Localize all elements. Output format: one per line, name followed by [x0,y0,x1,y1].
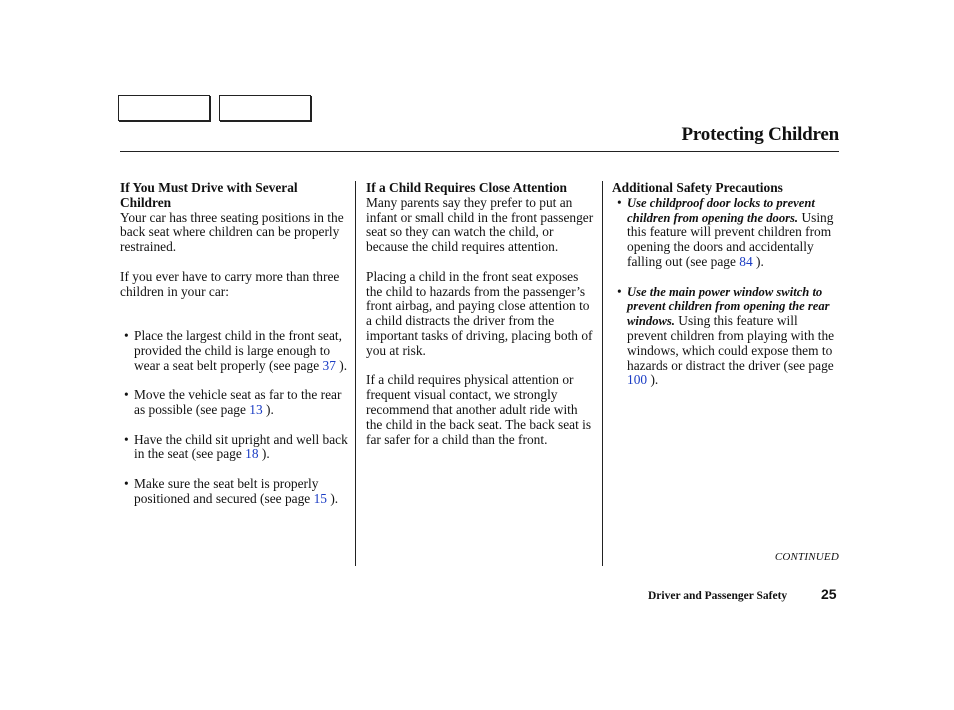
bullet-icon: • [124,475,129,491]
section-heading: If You Must Drive with Several Children [120,180,298,210]
list-item [612,196,840,270]
list-item [612,285,840,389]
column-close-attention [366,181,594,462]
list-item [120,477,348,507]
list-item [120,329,348,373]
spacer [120,314,348,329]
section-heading: If a Child Requires Close Attention [366,180,567,195]
page-link[interactable]: 100 [627,372,648,388]
list-item-text: Make sure the seat belt is properly positioned and secured (see page [134,475,319,506]
title-divider [120,151,839,152]
section-heading: Additional Safety Precautions [612,180,783,195]
list-item-text: Move the vehicle seat as far to the rear as possible (see page [134,387,342,417]
list-item-text: ). [335,357,348,373]
nav-button-previous[interactable] [118,95,210,121]
footer-section-title: Driver and Passenger Safety [648,590,788,602]
page-number: 25 [821,586,837,602]
bullet-icon: • [617,194,622,210]
column-several-children [120,181,348,521]
bullet-icon: • [617,283,622,299]
list-item-text: Using this feature will prevent children from opening the doors and accidentally falling out (see page [627,209,834,269]
list-item-text: ). [258,446,270,462]
page-link[interactable]: 18 [245,446,259,462]
page-link[interactable]: 37 [322,357,336,373]
bullet-icon: • [124,387,129,403]
bullet-list [612,196,840,388]
bullet-list [120,329,348,507]
nav-button-next[interactable] [219,95,311,121]
list-item-text: ). [262,401,274,417]
page-link[interactable]: 13 [249,401,263,417]
list-item-text: Using this feature will prevent children from playing with the windows, which could expose them to hazards or distract the driver (see page [627,313,835,373]
column-safety-precautions [612,181,840,403]
list-item [120,388,348,418]
emphasis-text: Use the main power window switch to prevent children from opening the rear windows. [627,284,830,329]
page-link[interactable]: 15 [313,490,327,506]
emphasis-text: Use childproof door locks to prevent children from opening the doors. [627,195,815,225]
list-item-text: Place the largest child in the front seat, provided the child is large enough to wear a seat belt properly (see page [134,327,342,373]
paragraph: Placing a child in the front seat exposes the child to hazards from the passenger’s front airbag, and paying close attention to a child distracts the driver from the important tasks of driving, placing both of you at risk. [366,268,593,358]
list-item-text: ). [752,253,764,269]
page-link[interactable]: 84 [739,253,753,269]
paragraph: Your car has three seating positions in the back seat where children can be properly restrained. [120,209,344,255]
page-title: Protecting Children [681,124,839,145]
bullet-icon: • [124,431,129,447]
paragraph: If a child requires physical attention or frequent visual contact, we strongly recommend that another adult ride with the child in the back seat. The back seat is far safer for a child than the front. [366,372,592,447]
list-item [120,433,348,463]
list-item-text: Have the child sit upright and well back in the seat (see page [134,431,348,462]
list-item-text: ). [326,490,339,506]
column-divider [602,181,603,566]
paragraph: Many parents say they prefer to put an infant or small child in the front passenger seat so they can watch the child, or because the child requires attention. [366,194,594,255]
column-divider [355,181,356,566]
continued-label: CONTINUED [774,551,839,563]
bullet-icon: • [124,327,129,343]
paragraph: If you ever have to carry more than three children in your car: [120,268,340,299]
list-item-text: ). [647,372,659,388]
